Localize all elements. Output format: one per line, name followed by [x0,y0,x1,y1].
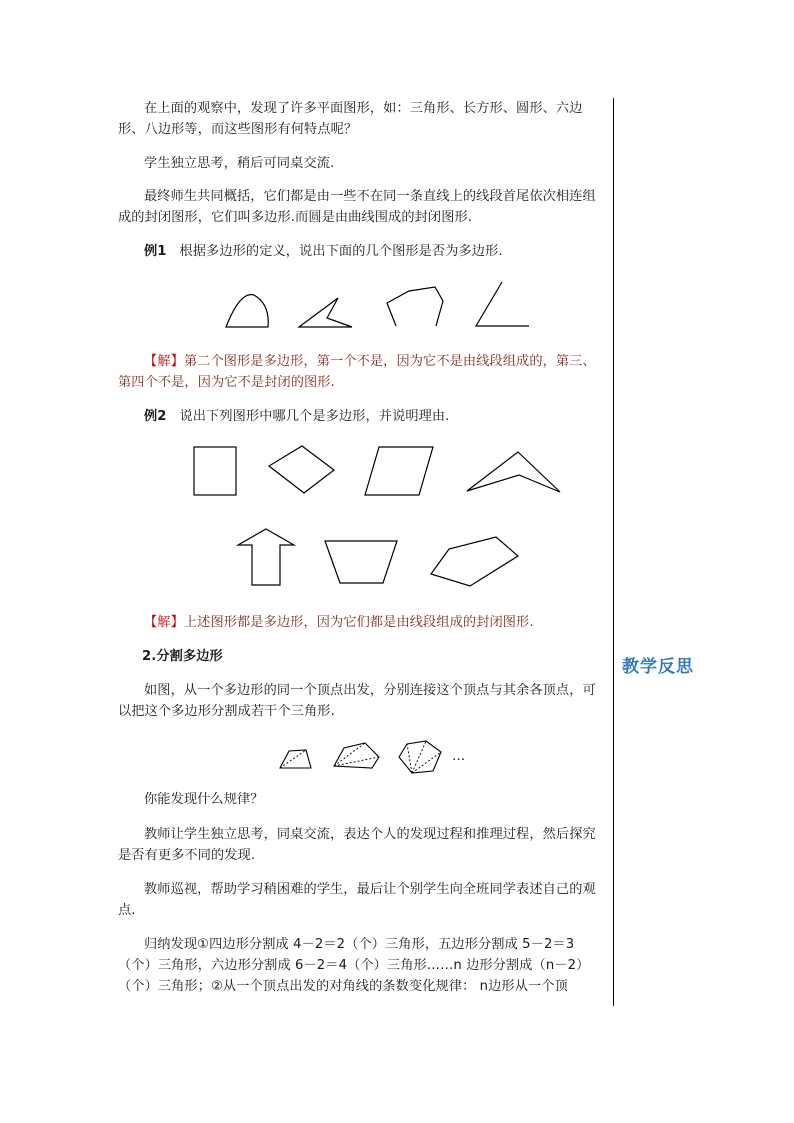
solution-1-label: 【解】 [144,354,184,369]
sidebar-title: 教学反思 [622,657,694,677]
section-2-title: 2.分割多边形 [142,649,223,664]
example-2-text: 说出下列图形中哪几个是多边形，并说明理由. [179,409,450,424]
example-1-text: 根据多边形的定义，说出下面的几个图形是否为多边形. [179,244,503,259]
example-1-label: 例1 [144,244,167,259]
solution-2-text: 上述图形都是多边形，因为它们都是由线段组成的封闭图形. [183,615,534,630]
paragraph-teacher-patrol: 教师巡视，帮助学习稍困难的学生，最后让个别学生向全班同学表述自己的观点. [118,882,596,918]
divided-hexagon [399,741,441,773]
divided-pentagon [334,743,379,768]
ellipsis: … [452,749,466,764]
paragraph-split: 如图，从一个多边形的同一个顶点出发，分别连接这个顶点与其余各顶点，可以把这个多边形分割成若干个三角形. [118,683,596,719]
paragraph-teacher-guide: 教师让学生独立思考，同桌交流，表达个人的发现过程和推理过程，然后探究是否有更多不同的发现. [118,827,596,863]
paragraph-intro: 在上面的观察中，发现了许多平面图形，如：三角形、长方形、圆形、六边形、八边形等，而这些图形有何特点呢？ [118,101,583,137]
paragraph-think: 学生独立思考，稍后可同桌交流. [144,156,335,171]
paragraph-definition: 最终师生共同概括，它们都是由一些不在同一条直线上的线段首尾依次相连组成的封闭图形，它们叫多边形.而圆是由曲线围成的封闭图形. [118,189,596,225]
solution-2-label: 【解】 [144,615,184,630]
solution-1-text: 第二个图形是多边形，第一个不是，因为它不是由线段组成的，第三、第四个不是，因为它不是封闭的图形. [118,354,596,390]
paragraph-question: 你能发现什么规律？ [144,792,264,807]
example-2-label: 例2 [144,409,167,424]
paragraph-summary: 归纳发现①四边形分割成 4－2＝2（个）三角形，五边形分割成 5－2＝3（个）三角形，六边形分割成 6－2＝4（个）三角形……n 边形分割成（n－2）（个）三角形；②从一个顶点出发的对角线的条数变化规律： n边形从一个顶 [118,937,590,994]
